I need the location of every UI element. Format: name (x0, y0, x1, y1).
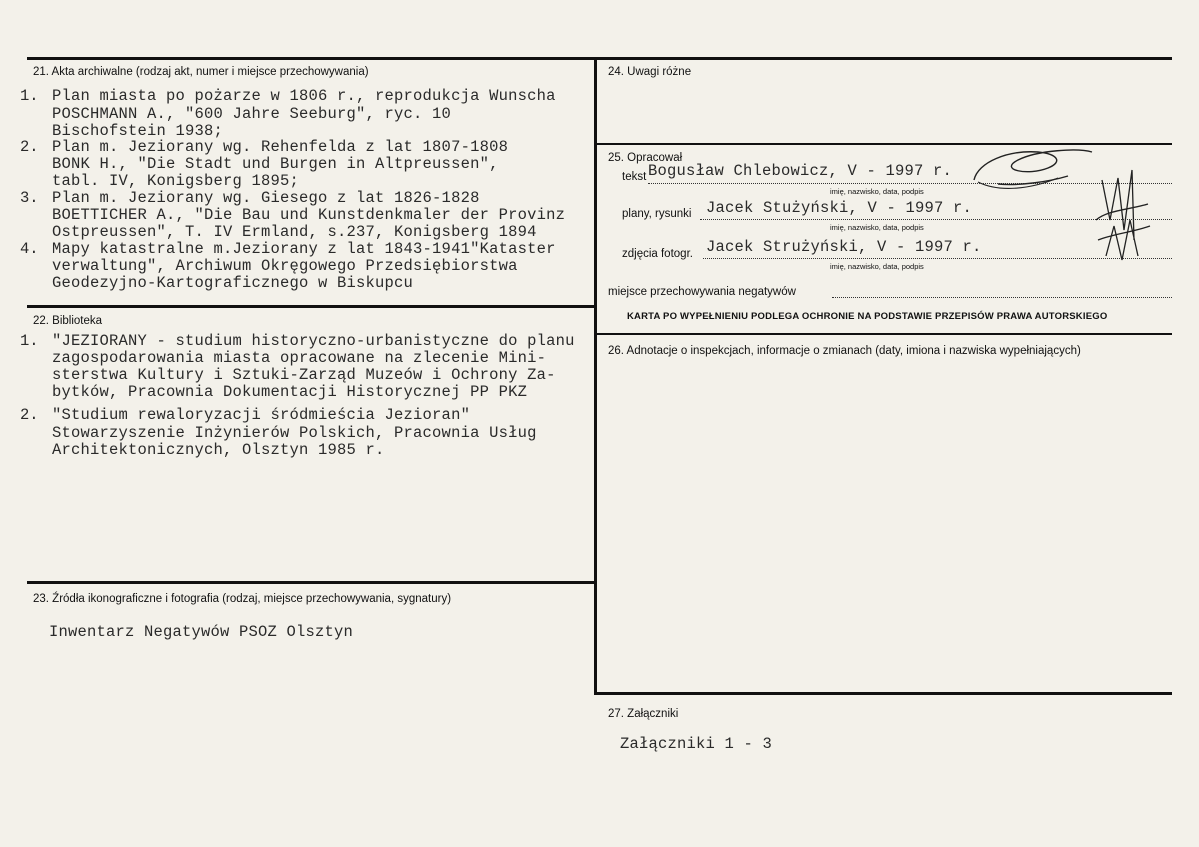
library-item-line: Stowarzyszenie Inżynierów Polskich, Pracownia Usług (52, 424, 537, 442)
archive-item-number: 2. (20, 138, 39, 156)
archive-item-line: Bischofstein 1938; (52, 122, 224, 140)
section-27-label: 27. Załączniki (608, 708, 679, 720)
archive-item-number: 3. (20, 189, 39, 207)
signature-chlebowicz (968, 140, 1098, 198)
archive-item-line: POSCHMANN A., "600 Jahre Seeburg", ryc. 10 (52, 105, 452, 123)
archive-item-line: Mapy katastralne m.Jeziorany z lat 1843-1941"Kataster (52, 240, 556, 258)
archive-item-line: tabl. IV, Konigsberg 1895; (52, 172, 300, 190)
iconography-text: Inwentarz Negatywów PSOZ Olsztyn (49, 623, 354, 641)
attachments-text: Załączniki 1 - 3 (620, 735, 773, 753)
archive-item-line: Plan miasta po pożarze w 1806 r., reprodukcja Wunscha (52, 87, 556, 105)
library-item-number: 1. (20, 332, 39, 350)
text-row-label: tekst (622, 171, 647, 183)
library-item-line: "JEZIORANY - studium historyczno-urbanistyczne do planu (52, 332, 575, 350)
section-21-label: 21. Akta archiwalne (rodzaj akt, numer i miejsce przechowywania) (33, 66, 369, 78)
archive-item-line: Ostpreussen", T. IV Ermland, s.237, Konigsberg 1894 (52, 223, 537, 241)
signature-struzynski (1088, 160, 1158, 270)
column-divider (594, 57, 597, 584)
archive-item-number: 4. (20, 240, 39, 258)
library-item-line: Architektonicznych, Olsztyn 1985 r. (52, 441, 385, 459)
copyright-notice: KARTA PO WYPEŁNIENIU PODLEGA OCHRONIE NA PODSTAWIE PRZEPISÓW PRAWA AUTORSKIEGO (627, 311, 1108, 322)
divider-22-23 (27, 581, 597, 584)
photos-row-label: zdjęcia fotogr. (622, 248, 693, 260)
plans-row-label: plany, rysunki (622, 208, 692, 220)
photos-row-caption: imię, nazwisko, data, podpis (830, 262, 924, 271)
archive-item-line: Geodezyjno-Kartograficznego w Biskupcu (52, 274, 414, 292)
negatives-line (832, 297, 1172, 298)
library-item-line: zagospodarowania miasta opracowane na zlecenie Mini- (52, 349, 547, 367)
archive-item-number: 1. (20, 87, 39, 105)
archive-item-line: Plan m. Jeziorany wg. Rehenfelda z lat 1807-1808 (52, 138, 509, 156)
section-26-label: 26. Adnotacje o inspekcjach, informacje o zmianach (daty, imiona i nazwiska wypełniających) (608, 345, 1081, 357)
archive-item-line: BONK H., "Die Stadt und Burgen in Altpreussen", (52, 155, 499, 173)
text-row-caption: imię, nazwisko, data, podpis (830, 187, 924, 196)
text-row-value: Bogusław Chlebowicz, V - 1997 r. (648, 162, 953, 180)
divider-21-22 (27, 305, 597, 308)
section-24-label: 24. Uwagi różne (608, 66, 692, 78)
photos-row-value: Jacek Strużyński, V - 1997 r. (706, 238, 982, 256)
archive-item-line: Plan m. Jeziorany wg. Giesego z lat 1826-1828 (52, 189, 480, 207)
top-rule (27, 57, 1172, 60)
column-divider-lower (594, 584, 597, 695)
section-25-label: 25. Opracował (608, 152, 683, 164)
library-item-line: "Studium rewaloryzacji śródmieścia Jezioran" (52, 406, 471, 424)
plans-row-caption: imię, nazwisko, data, podpis (830, 223, 924, 232)
negatives-label: miejsce przechowywania negatywów (608, 286, 796, 298)
section-23-label: 23. Źródła ikonograficzne i fotografia (rodzaj, miejsce przechowywania, sygnatury) (33, 593, 452, 605)
library-item-line: sterstwa Kultury i Sztuki-Zarząd Muzeów i Ochrony Za- (52, 366, 556, 384)
library-item-number: 2. (20, 406, 39, 424)
archive-item-line: verwaltung", Archiwum Okręgowego Przedsiębiorstwa (52, 257, 518, 275)
archive-item-line: BOETTICHER A., "Die Bau und Kunstdenkmaler der Provinz (52, 206, 566, 224)
divider-26-27 (594, 692, 1172, 695)
library-item-line: bytków, Pracownia Dokumentacji Historycznej PP PKZ (52, 383, 528, 401)
section-22-label: 22. Biblioteka (33, 315, 103, 327)
plans-row-value: Jacek Stużyński, V - 1997 r. (706, 199, 973, 217)
divider-25-26 (594, 333, 1172, 335)
